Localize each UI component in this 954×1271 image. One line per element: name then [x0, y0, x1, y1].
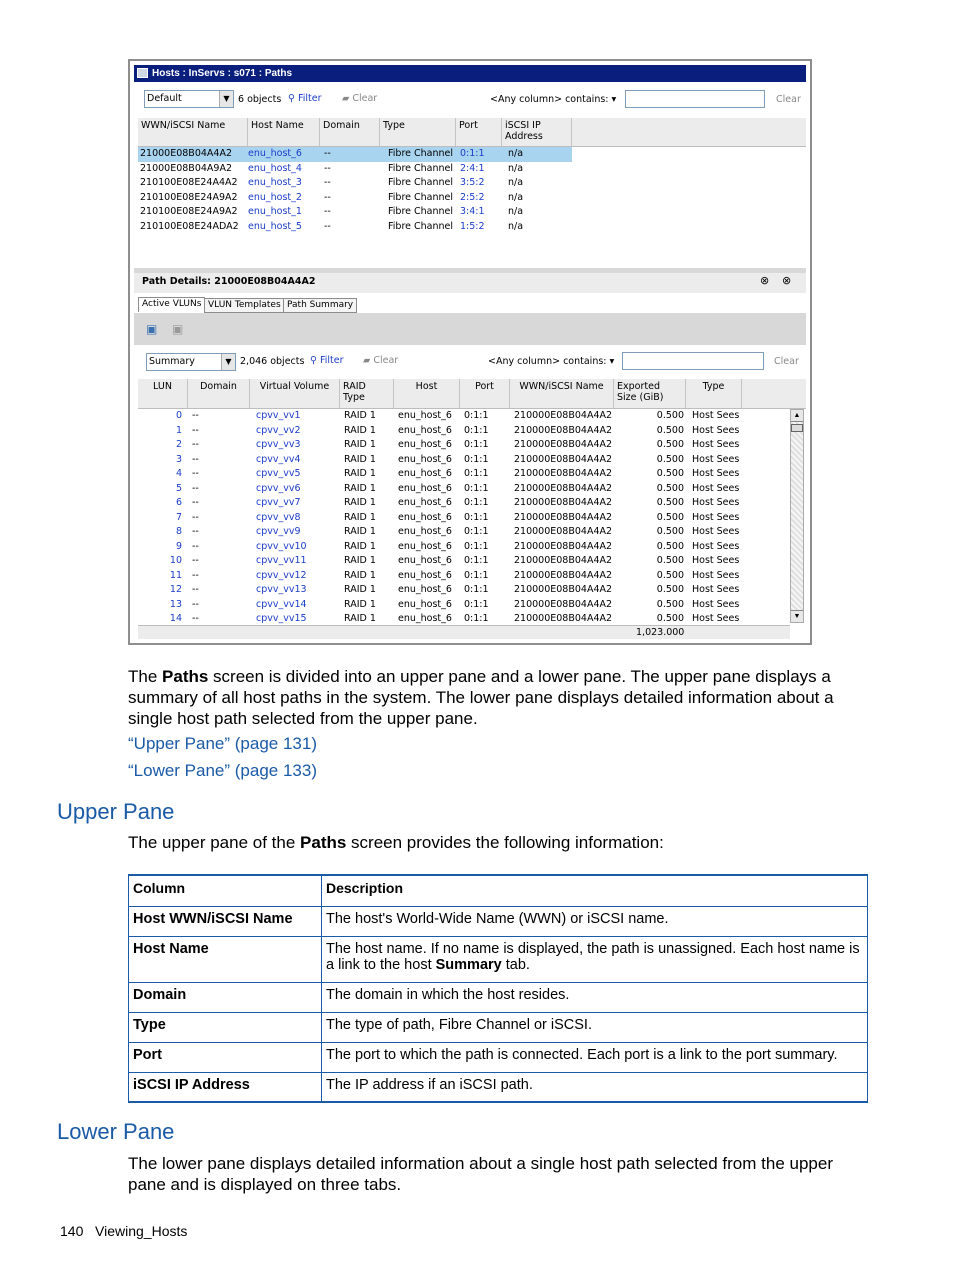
- page-number: 140: [60, 1223, 84, 1239]
- table-cell-column: Type: [129, 1012, 322, 1042]
- table-cell: 0.500: [656, 439, 684, 450]
- table-row: [129, 1042, 868, 1072]
- table-cell: n/a: [508, 191, 524, 203]
- table-cell: Host Sees: [692, 410, 740, 421]
- table-row: [129, 906, 868, 936]
- table-cell: 14: [169, 613, 182, 624]
- table-cell: Fibre Channel: [388, 191, 454, 203]
- table-cell[interactable]: 2:5:2: [460, 191, 485, 203]
- table-cell[interactable]: cpvv_vv12: [256, 569, 307, 581]
- table-row[interactable]: [138, 424, 788, 439]
- lower-col-type[interactable]: Type: [686, 379, 742, 408]
- table-cell: RAID 1: [344, 584, 376, 595]
- table-cell: --: [192, 613, 199, 624]
- upper-object-count: 6 objects: [238, 94, 282, 105]
- table-cell: 0:1:1: [464, 439, 489, 450]
- upper-search-clear[interactable]: Clear: [776, 94, 801, 105]
- table-cell: 0:1:1: [464, 569, 489, 581]
- table-cell[interactable]: cpvv_vv9: [256, 526, 301, 537]
- lower-view-select[interactable]: Summary ▼: [146, 353, 236, 371]
- table-cell: RAID 1: [344, 613, 376, 624]
- table-cell: --: [192, 497, 199, 508]
- table-cell[interactable]: cpvv_vv7: [256, 497, 301, 508]
- page-footer: [60, 1223, 187, 1239]
- table-cell: --: [324, 220, 331, 232]
- table-cell: n/a: [508, 162, 524, 174]
- table-cell: enu_host_6: [398, 613, 452, 624]
- table-cell: 0:1:1: [464, 424, 489, 436]
- lower-col-wwn[interactable]: WWN/iSCSI Name: [510, 379, 614, 408]
- table-cell: Fibre Channel: [388, 220, 454, 232]
- window-icon: [137, 68, 148, 78]
- table-cell[interactable]: cpvv_vv10: [256, 540, 307, 552]
- table-cell-column: Host Name: [129, 936, 322, 982]
- table-row: [129, 936, 868, 982]
- table-cell-description: The type of path, Fibre Channel or iSCSI.: [322, 1012, 868, 1042]
- table-row[interactable]: [138, 583, 788, 598]
- eraser-icon: ▰: [363, 355, 374, 366]
- table-row[interactable]: [138, 438, 788, 453]
- table-cell: 0:1:1: [464, 468, 489, 479]
- filter-icon: ⚲: [310, 355, 320, 366]
- table-cell: 6: [175, 497, 182, 508]
- table-row[interactable]: [138, 453, 788, 468]
- scroll-down-icon[interactable]: ▼: [791, 610, 803, 622]
- table-cell: 10: [169, 555, 182, 566]
- table-cell: 210000E08B04A4A2: [514, 613, 613, 624]
- table-cell: 0.500: [656, 555, 684, 566]
- table-cell: 0.500: [656, 453, 684, 465]
- table-cell: enu_host_6: [398, 526, 452, 537]
- table-cell: Host Sees: [692, 439, 740, 450]
- table-cell: 3: [175, 453, 182, 465]
- upper-col-host[interactable]: Host Name: [248, 118, 320, 146]
- table-cell: RAID 1: [344, 453, 376, 465]
- table-cell: Host Sees: [692, 511, 740, 523]
- table-cell: --: [192, 598, 199, 610]
- table-cell: 13: [169, 598, 182, 610]
- chevron-down-icon: ▾: [611, 94, 617, 105]
- table-cell: RAID 1: [344, 555, 376, 566]
- footer-section: Viewing_Hosts: [95, 1223, 188, 1239]
- table-cell: --: [192, 540, 199, 552]
- table-row[interactable]: [138, 511, 788, 526]
- table-row[interactable]: [138, 147, 572, 162]
- upper-clear-button[interactable]: ▰ Clear: [342, 93, 378, 104]
- upper-table-header: [138, 118, 806, 147]
- table-cell: RAID 1: [344, 497, 376, 508]
- table-cell: 0:1:1: [464, 453, 489, 465]
- table-cell: 210000E08B04A4A2: [514, 453, 613, 465]
- table-cell: enu_host_6: [398, 497, 452, 508]
- table-cell[interactable]: 3:5:2: [460, 177, 485, 188]
- upper-pane-intro: The upper pane of the Paths screen provides the following information:: [128, 833, 664, 852]
- lower-table-header: [138, 379, 806, 409]
- table-cell: 0.500: [656, 468, 684, 479]
- chevron-down-icon: ▼: [219, 91, 233, 107]
- table-cell: Host Sees: [692, 613, 740, 624]
- table-cell: 5: [175, 482, 182, 494]
- table-cell: enu_host_6: [398, 584, 452, 595]
- table-cell: 210100E08E24A9A2: [140, 206, 238, 217]
- table-cell: Host Sees: [692, 569, 740, 581]
- table-cell: 8: [175, 526, 182, 537]
- paths-screenshot: [128, 59, 812, 645]
- table-cell: RAID 1: [344, 569, 376, 581]
- table-cell: 0:1:1: [464, 555, 489, 566]
- table-cell: RAID 1: [344, 410, 376, 421]
- table-row: [129, 1072, 868, 1102]
- table-cell: 0.500: [656, 613, 684, 624]
- heading-upper-pane: Upper Pane: [57, 799, 175, 824]
- table-cell: --: [192, 439, 199, 450]
- path-details-title: Path Details: 21000E08B04A4A2: [142, 276, 316, 287]
- filter-icon: ⚲: [288, 93, 298, 104]
- eraser-icon: ▰: [342, 93, 353, 104]
- lower-search-input[interactable]: [622, 352, 764, 370]
- table-cell: --: [192, 482, 199, 494]
- lower-col-size[interactable]: Exported Size (GiB): [614, 379, 686, 408]
- table-cell: RAID 1: [344, 482, 376, 494]
- table-cell: 210000E08B04A4A2: [514, 511, 613, 523]
- table-cell: RAID 1: [344, 540, 376, 552]
- table-cell: --: [324, 191, 331, 203]
- table-cell[interactable]: enu_host_6: [248, 148, 302, 159]
- upper-view-select[interactable]: Default ▼: [144, 90, 234, 108]
- table-cell: 210000E08B04A4A2: [514, 439, 613, 450]
- table-cell: RAID 1: [344, 598, 376, 610]
- table-head-description: Description: [322, 875, 868, 906]
- table-row[interactable]: [138, 205, 572, 220]
- lower-col-port[interactable]: Port: [460, 379, 510, 408]
- table-cell: 210000E08B04A4A2: [514, 497, 613, 508]
- remove-icon[interactable]: ▣: [172, 322, 184, 336]
- table-cell: 0.500: [656, 497, 684, 508]
- lower-col-vv[interactable]: Virtual Volume: [250, 379, 340, 408]
- table-cell[interactable]: cpvv_vv6: [256, 482, 301, 494]
- table-cell: Fibre Channel: [388, 206, 454, 217]
- table-cell[interactable]: cpvv_vv8: [256, 511, 301, 523]
- table-cell[interactable]: enu_host_3: [248, 177, 302, 188]
- table-cell: 11: [169, 569, 182, 581]
- table-row[interactable]: [138, 191, 572, 206]
- table-cell: enu_host_6: [398, 424, 452, 436]
- table-cell: Fibre Channel: [388, 162, 454, 174]
- lower-col-host[interactable]: Host: [394, 379, 460, 408]
- table-row[interactable]: [138, 525, 788, 540]
- table-cell: Host Sees: [692, 540, 740, 552]
- export-icon[interactable]: ▣: [146, 322, 158, 336]
- lower-column-select[interactable]: <Any column> contains: ▾: [488, 356, 615, 367]
- table-cell-column: Host WWN/iSCSI Name: [129, 906, 322, 936]
- table-cell: --: [324, 177, 331, 188]
- chevron-down-icon: ▾: [609, 356, 615, 367]
- table-cell: 0:1:1: [464, 540, 489, 552]
- upper-col-port[interactable]: Port: [456, 118, 502, 146]
- table-cell: 210000E08B04A4A2: [514, 598, 613, 610]
- table-row[interactable]: [138, 467, 788, 482]
- table-cell: RAID 1: [344, 468, 376, 479]
- table-cell: Fibre Channel: [388, 148, 454, 159]
- table-row[interactable]: [138, 162, 572, 177]
- table-cell: 0:1:1: [464, 526, 489, 537]
- table-cell: --: [324, 162, 331, 174]
- table-header-row: [129, 875, 868, 906]
- table-row[interactable]: [138, 554, 788, 569]
- table-cell[interactable]: enu_host_2: [248, 191, 302, 203]
- table-cell: n/a: [508, 206, 524, 217]
- table-cell: Host Sees: [692, 482, 740, 494]
- table-cell: 0.500: [656, 540, 684, 552]
- table-cell: 210100E08E24ADA2: [140, 220, 239, 232]
- table-cell: enu_host_6: [398, 569, 452, 581]
- table-cell: 0.500: [656, 482, 684, 494]
- table-cell: --: [192, 555, 199, 566]
- table-cell: 0:1:1: [464, 497, 489, 508]
- table-cell-column: Domain: [129, 982, 322, 1012]
- table-cell: 4: [175, 468, 182, 479]
- table-cell: --: [324, 148, 331, 159]
- table-cell[interactable]: cpvv_vv1: [256, 410, 301, 421]
- scroll-up-icon[interactable]: ▲: [791, 410, 803, 422]
- table-cell: 0:1:1: [464, 613, 489, 624]
- table-cell: 210000E08B04A4A2: [514, 424, 613, 436]
- table-cell[interactable]: 0:1:1: [460, 148, 485, 159]
- table-cell: 0.500: [656, 410, 684, 421]
- table-row: [129, 1012, 868, 1042]
- collapse-up-icon[interactable]: ⊗: [760, 274, 770, 287]
- intro-paragraph: The Paths screen is divided into an upper pane and a lower pane. The upper pane displays a summary of all host paths in the system. The lower pane displays detailed information about a single host path selected from the upper pane.: [128, 667, 834, 728]
- table-cell: --: [192, 511, 199, 523]
- table-cell[interactable]: 3:4:1: [460, 206, 485, 217]
- table-cell[interactable]: 2:4:1: [460, 162, 485, 174]
- table-cell: 0: [175, 410, 182, 421]
- table-cell: 210000E08B04A4A2: [514, 540, 613, 552]
- table-cell: Host Sees: [692, 598, 740, 610]
- table-cell: Host Sees: [692, 453, 740, 465]
- table-cell: --: [192, 453, 199, 465]
- table-cell: 21000E08B04A4A2: [140, 148, 233, 159]
- table-cell: enu_host_6: [398, 598, 452, 610]
- table-cell: enu_host_6: [398, 540, 452, 552]
- lower-filter-button[interactable]: ⚲ Filter: [310, 355, 344, 366]
- lower-total-value: 1,023.000: [636, 627, 685, 638]
- table-cell[interactable]: enu_host_4: [248, 162, 302, 174]
- table-cell: --: [192, 424, 199, 436]
- lower-col-domain[interactable]: Domain: [188, 379, 250, 408]
- table-row[interactable]: [138, 220, 572, 235]
- table-cell[interactable]: cpvv_vv13: [256, 584, 307, 595]
- table-cell: enu_host_6: [398, 482, 452, 494]
- table-cell: 210100E08E24A9A2: [140, 191, 238, 203]
- table-row[interactable]: [138, 496, 788, 511]
- table-cell: 210000E08B04A4A2: [514, 526, 613, 537]
- table-row[interactable]: [138, 409, 788, 424]
- table-cell: n/a: [508, 177, 524, 188]
- table-row[interactable]: [138, 569, 788, 584]
- table-cell[interactable]: cpvv_vv15: [256, 613, 307, 624]
- lower-col-lun[interactable]: LUN: [138, 379, 188, 408]
- table-cell-description: The domain in which the host resides.: [322, 982, 868, 1012]
- table-cell: RAID 1: [344, 439, 376, 450]
- table-cell: 21000E08B04A9A2: [140, 162, 233, 174]
- window-title-bar: [134, 65, 806, 82]
- table-cell: 210000E08B04A4A2: [514, 410, 613, 421]
- lower-search-clear[interactable]: Clear: [774, 356, 799, 367]
- table-cell: 0.500: [656, 511, 684, 523]
- table-cell: enu_host_6: [398, 511, 452, 523]
- table-cell: Host Sees: [692, 497, 740, 508]
- upper-column-select[interactable]: <Any column> contains: ▾: [490, 94, 617, 105]
- table-cell[interactable]: cpvv_vv2: [256, 424, 301, 436]
- table-cell: enu_host_6: [398, 468, 452, 479]
- table-cell: 0.500: [656, 584, 684, 595]
- lower-total-row: [138, 625, 790, 639]
- table-cell: 0.500: [656, 569, 684, 581]
- upper-col-iscsi[interactable]: iSCSI IP Address: [502, 118, 572, 146]
- tab-active-vluns[interactable]: Active VLUNs: [138, 297, 205, 312]
- table-cell-description: The host's World-Wide Name (WWN) or iSCSI name.: [322, 906, 868, 936]
- table-cell: n/a: [508, 220, 524, 232]
- table-cell: Host Sees: [692, 424, 740, 436]
- table-cell: 210000E08B04A4A2: [514, 555, 613, 566]
- lower-col-raid[interactable]: RAID Type: [340, 379, 394, 408]
- lower-clear-button[interactable]: ▰ Clear: [363, 355, 399, 366]
- table-cell: Host Sees: [692, 526, 740, 537]
- table-cell: 1: [175, 424, 182, 436]
- heading-lower-pane: Lower Pane: [57, 1119, 175, 1144]
- table-cell: Host Sees: [692, 468, 740, 479]
- table-cell: enu_host_6: [398, 439, 452, 450]
- table-cell: Host Sees: [692, 555, 740, 566]
- table-cell: 210000E08B04A4A2: [514, 569, 613, 581]
- lower-scrollbar[interactable]: [790, 409, 804, 623]
- table-head-column: Column: [129, 875, 322, 906]
- table-cell[interactable]: enu_host_1: [248, 206, 302, 217]
- table-cell-description: The port to which the path is connected. Each port is a link to the port summary.: [322, 1042, 868, 1072]
- table-cell: enu_host_6: [398, 555, 452, 566]
- table-cell: enu_host_6: [398, 410, 452, 421]
- table-cell: 12: [169, 584, 182, 595]
- table-cell[interactable]: cpvv_vv4: [256, 453, 301, 465]
- table-cell: 210000E08B04A4A2: [514, 468, 613, 479]
- table-cell[interactable]: cpvv_vv11: [256, 555, 307, 566]
- link-upper-pane[interactable]: “Upper Pane” (page 131): [128, 734, 318, 753]
- table-cell: --: [192, 410, 199, 421]
- table-cell[interactable]: cpvv_vv3: [256, 439, 301, 450]
- table-cell: 0:1:1: [464, 511, 489, 523]
- table-cell-column: iSCSI IP Address: [129, 1072, 322, 1102]
- window-title: Hosts : InServs : s071 : Paths: [152, 68, 293, 79]
- table-cell: Host Sees: [692, 584, 740, 595]
- table-cell: RAID 1: [344, 511, 376, 523]
- table-cell: 210000E08B04A4A2: [514, 482, 613, 494]
- table-row[interactable]: [138, 540, 788, 555]
- table-cell: --: [192, 468, 199, 479]
- table-cell: 0:1:1: [464, 598, 489, 610]
- table-cell-description: The IP address if an iSCSI path.: [322, 1072, 868, 1102]
- table-cell: 7: [175, 511, 182, 523]
- table-cell: enu_host_6: [398, 453, 452, 465]
- collapse-down-icon[interactable]: ⊗: [782, 274, 792, 287]
- upper-col-wwn[interactable]: WWN/iSCSI Name: [138, 118, 248, 146]
- table-row[interactable]: [138, 598, 788, 613]
- table-row[interactable]: [138, 176, 572, 191]
- table-cell: 0:1:1: [464, 410, 489, 421]
- table-cell: 0.500: [656, 598, 684, 610]
- table-cell: 210100E08E24A4A2: [140, 177, 238, 188]
- table-cell-column: Port: [129, 1042, 322, 1072]
- table-cell: Fibre Channel: [388, 177, 454, 188]
- link-lower-pane[interactable]: “Lower Pane” (page 133): [128, 761, 318, 780]
- table-cell: 0.500: [656, 424, 684, 436]
- table-cell: --: [192, 584, 199, 595]
- chevron-down-icon: ▼: [221, 354, 235, 370]
- lower-pane-paragraph: The lower pane displays detailed information about a single host path selected from the upper pane and is displayed on three tabs.: [128, 1154, 833, 1194]
- upper-col-type[interactable]: Type: [380, 118, 456, 146]
- table-cell[interactable]: cpvv_vv14: [256, 598, 307, 610]
- table-cell: n/a: [508, 148, 524, 159]
- table-cell: 210000E08B04A4A2: [514, 584, 613, 595]
- table-cell: RAID 1: [344, 424, 376, 436]
- table-cell[interactable]: enu_host_5: [248, 220, 302, 232]
- table-cell: --: [192, 526, 199, 537]
- table-cell: 9: [175, 540, 182, 552]
- table-cell-description: The host name. If no name is displayed, the path is unassigned. Each host name is a link to the host Summary tab.: [322, 936, 868, 982]
- table-cell: 0.500: [656, 526, 684, 537]
- table-cell: --: [192, 569, 199, 581]
- table-row: [129, 982, 868, 1012]
- tab-path-summary[interactable]: Path Summary: [283, 298, 357, 313]
- upper-filter-button[interactable]: ⚲ Filter: [288, 93, 322, 104]
- table-cell[interactable]: 1:5:2: [460, 220, 485, 232]
- table-cell: --: [324, 206, 331, 217]
- table-cell: RAID 1: [344, 526, 376, 537]
- table-cell: 0:1:1: [464, 482, 489, 494]
- lower-object-count: 2,046 objects: [240, 356, 305, 367]
- upper-pane-table: [128, 874, 868, 1103]
- scroll-thumb[interactable]: [791, 424, 803, 432]
- table-cell[interactable]: cpvv_vv5: [256, 468, 301, 479]
- upper-search-input[interactable]: [625, 90, 765, 108]
- table-cell: 0:1:1: [464, 584, 489, 595]
- tab-vlun-templates[interactable]: VLUN Templates: [204, 298, 285, 313]
- upper-col-domain[interactable]: Domain: [320, 118, 380, 146]
- table-cell: 2: [175, 439, 182, 450]
- table-row[interactable]: [138, 482, 788, 497]
